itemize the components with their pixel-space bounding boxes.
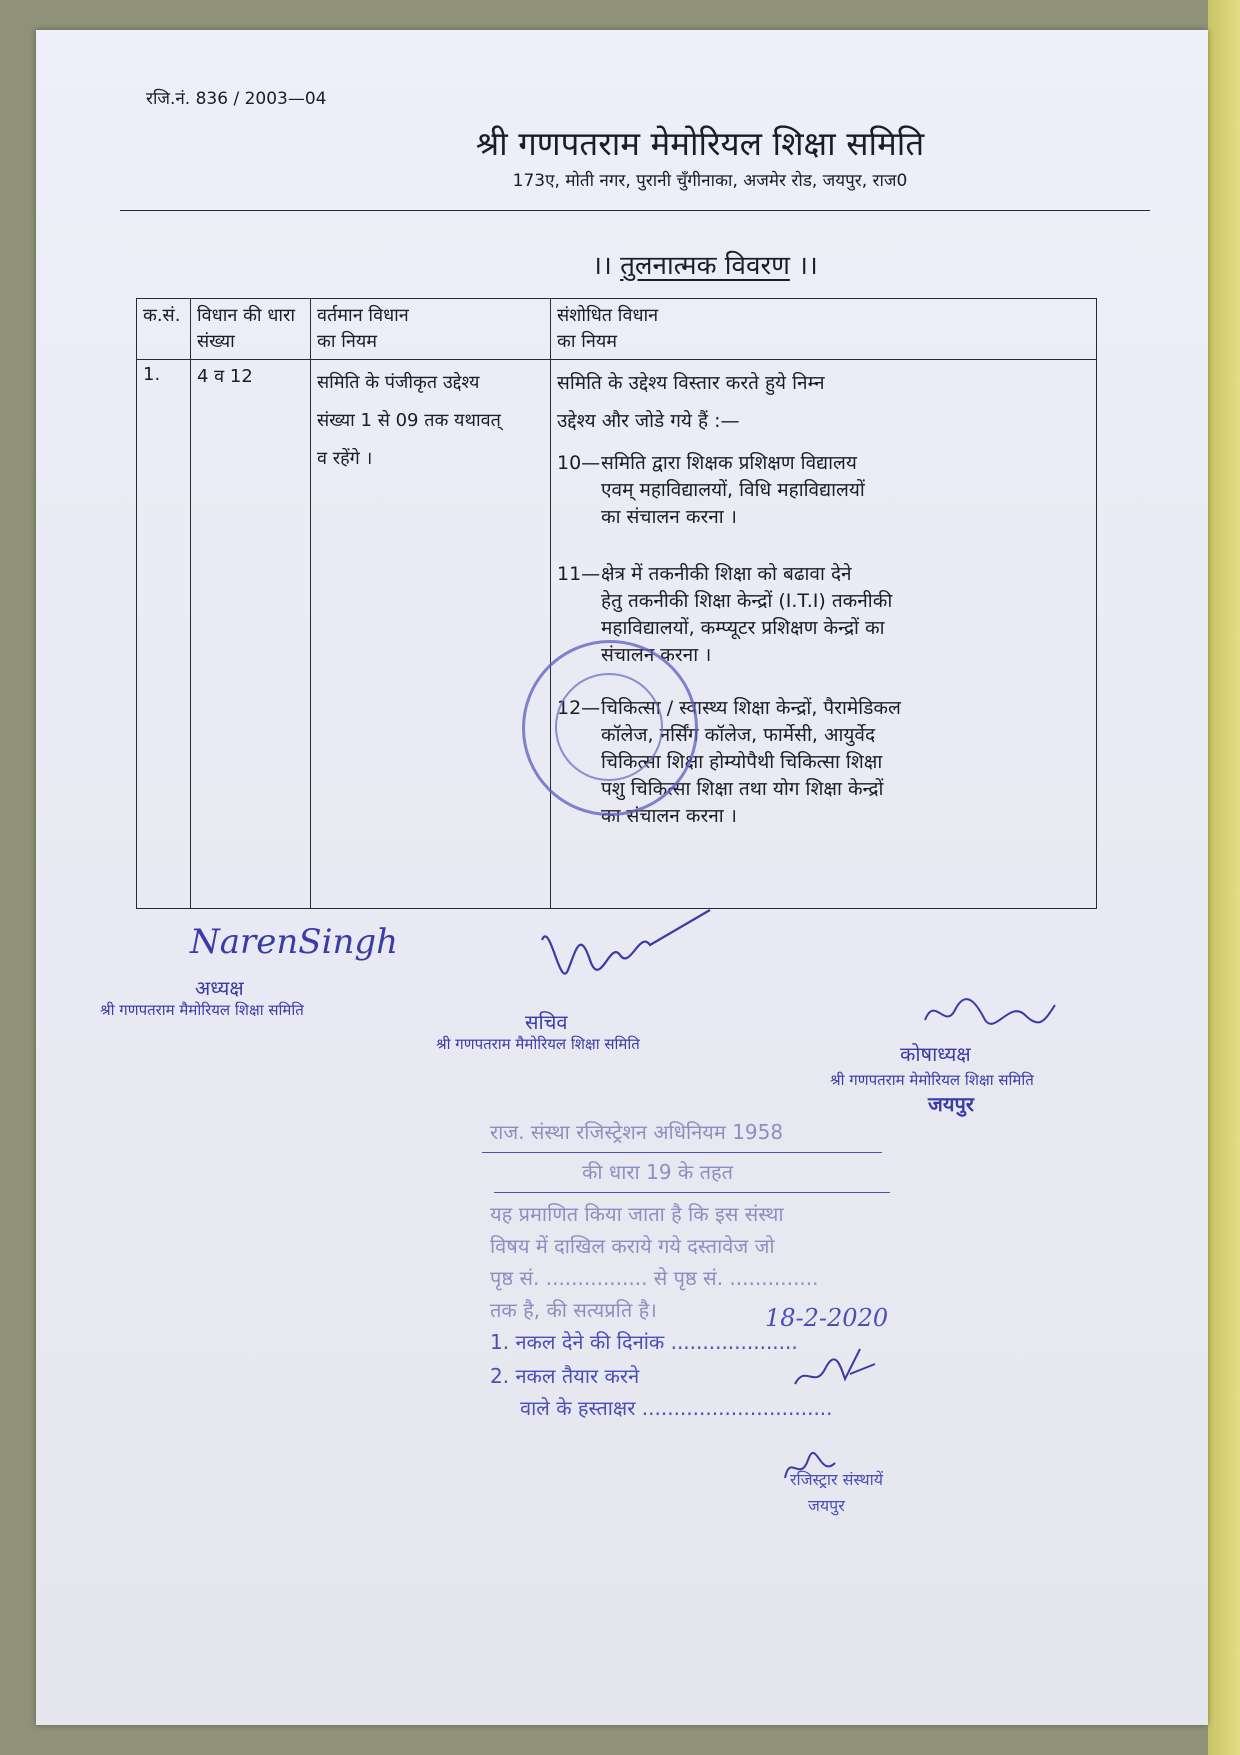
society-seal-stamp [522, 640, 698, 816]
registrar-city: जयपुर [808, 1496, 845, 1515]
header-divider [120, 210, 1150, 211]
current-rule-line: संख्या 1 से 09 तक यथावत् [317, 410, 501, 431]
heading-prefix: ।। [592, 251, 612, 281]
header-sno: क.सं. [137, 299, 191, 360]
president-signature: NarenSingh [190, 922, 399, 962]
preparer-signature [790, 1344, 880, 1394]
cell-section: 4 व 12 [191, 360, 311, 909]
objective-11: 11— क्षेत्र में तकनीकी शिक्षा को बढावा देने हेतु तकनीकी शिक्षा केन्द्रों (I.T.I) तकनीकी महाविद्यालयों, कम्प्यूटर प्रशिक्षण केन्द्रों का संचालन करना । [557, 563, 893, 666]
document-heading [0, 246, 1240, 282]
cert-line-certified: यह प्रमाणित किया जाता है कि इस संस्था [490, 1202, 784, 1226]
secretary-title: सचिव [525, 1010, 568, 1034]
treasurer-signature [915, 990, 1065, 1040]
cert-preparer-signature-line: वाले के हस्ताक्षर .............................. [520, 1396, 833, 1420]
heading-suffix: ।। [798, 251, 818, 281]
secretary-signature [520, 900, 720, 1000]
header-amended-rule: संशोधित विधान का नियम [551, 299, 1097, 360]
comparison-table [136, 298, 1097, 909]
objective-10: 10— समिति द्वारा शिक्षक प्रशिक्षण विद्यालय एवम् महाविद्यालयों, विधि महाविद्यालयों का संचालन करना । [557, 452, 865, 528]
cell-amended-rule [551, 360, 1097, 909]
treasurer-title: कोषाध्यक्ष [900, 1042, 971, 1066]
table-header-row [137, 299, 1097, 360]
president-org: श्री गणपतराम मैमोरियल शिक्षा समिति [100, 1001, 304, 1019]
cert-line-section: की धारा 19 के तहत [582, 1160, 734, 1184]
treasurer-city: जयपुर [928, 1092, 974, 1116]
cert-line-act: राज. संस्था रजिस्ट्रेशन अधिनियम 1958 [490, 1120, 784, 1144]
amended-intro-line: समिति के उद्देश्य विस्तार करते हुये निम्न [557, 372, 825, 394]
registrar-title: रजिस्ट्रार संस्थायें [790, 1470, 883, 1489]
table-row [137, 360, 1097, 909]
cert-copy-date-value: 18-2-2020 [765, 1304, 889, 1332]
header-current-rule: वर्तमान विधान का नियम [311, 299, 551, 360]
president-title: अध्यक्ष [195, 976, 244, 1000]
registration-number: रजि.नं. 836 / 2003—04 [146, 89, 327, 109]
cert-underline [482, 1126, 882, 1153]
cert-underline [494, 1166, 890, 1193]
cert-prepared-by: 2. नकल तैयार करने [490, 1364, 640, 1388]
cert-line-pages: पृष्ठ सं. ................ से पृष्ठ सं. .............. [490, 1266, 819, 1290]
organization-address: 173ए, मोती नगर, पुरानी चुँगीनाका, अजमेर रोड, जयपुर, राज0 [512, 171, 908, 191]
amended-intro-line: उद्देश्य और जोडे गये हैं :— [557, 410, 740, 432]
cell-current-rule [311, 360, 551, 909]
cert-copy-date: 1. नकल देने की दिनांक .................... [490, 1330, 798, 1354]
cell-sno: 1. [137, 360, 191, 909]
objective-12: 12— चिकित्सा / स्वास्थ्य शिक्षा केन्द्रों, पैरामेडिकल कॉलेज, नर्सिंग कॉलेज, फार्मेसी, आयुर्वेद चिकित्सा शिक्षा होम्योपैथी चिकित्सा शिक्षा पशु चिकित्सा शिक्षा तथा योग शिक्षा केन्द्रों का संचालन करना । [557, 697, 901, 827]
current-rule-line: समिति के पंजीकृत उद्देश्य [317, 372, 480, 393]
current-rule-line: व रहेंगे । [317, 448, 373, 469]
cert-line-documents: विषय में दाखिल कराये गये दस्तावेज जो [490, 1234, 775, 1258]
header-section: विधान की धारा संख्या [191, 299, 311, 360]
heading-text: तुलनात्मक विवरण [620, 251, 790, 281]
treasurer-org: श्री गणपतराम मेमोरियल शिक्षा समिति [830, 1071, 1034, 1089]
cert-line-true-copy: तक है, की सत्यप्रति है। [490, 1298, 657, 1322]
organization-name: श्री गणपतराम मेमोरियल शिक्षा समिति [475, 124, 925, 163]
secretary-org: श्री गणपतराम मैमोरियल शिक्षा समिति [436, 1035, 640, 1053]
